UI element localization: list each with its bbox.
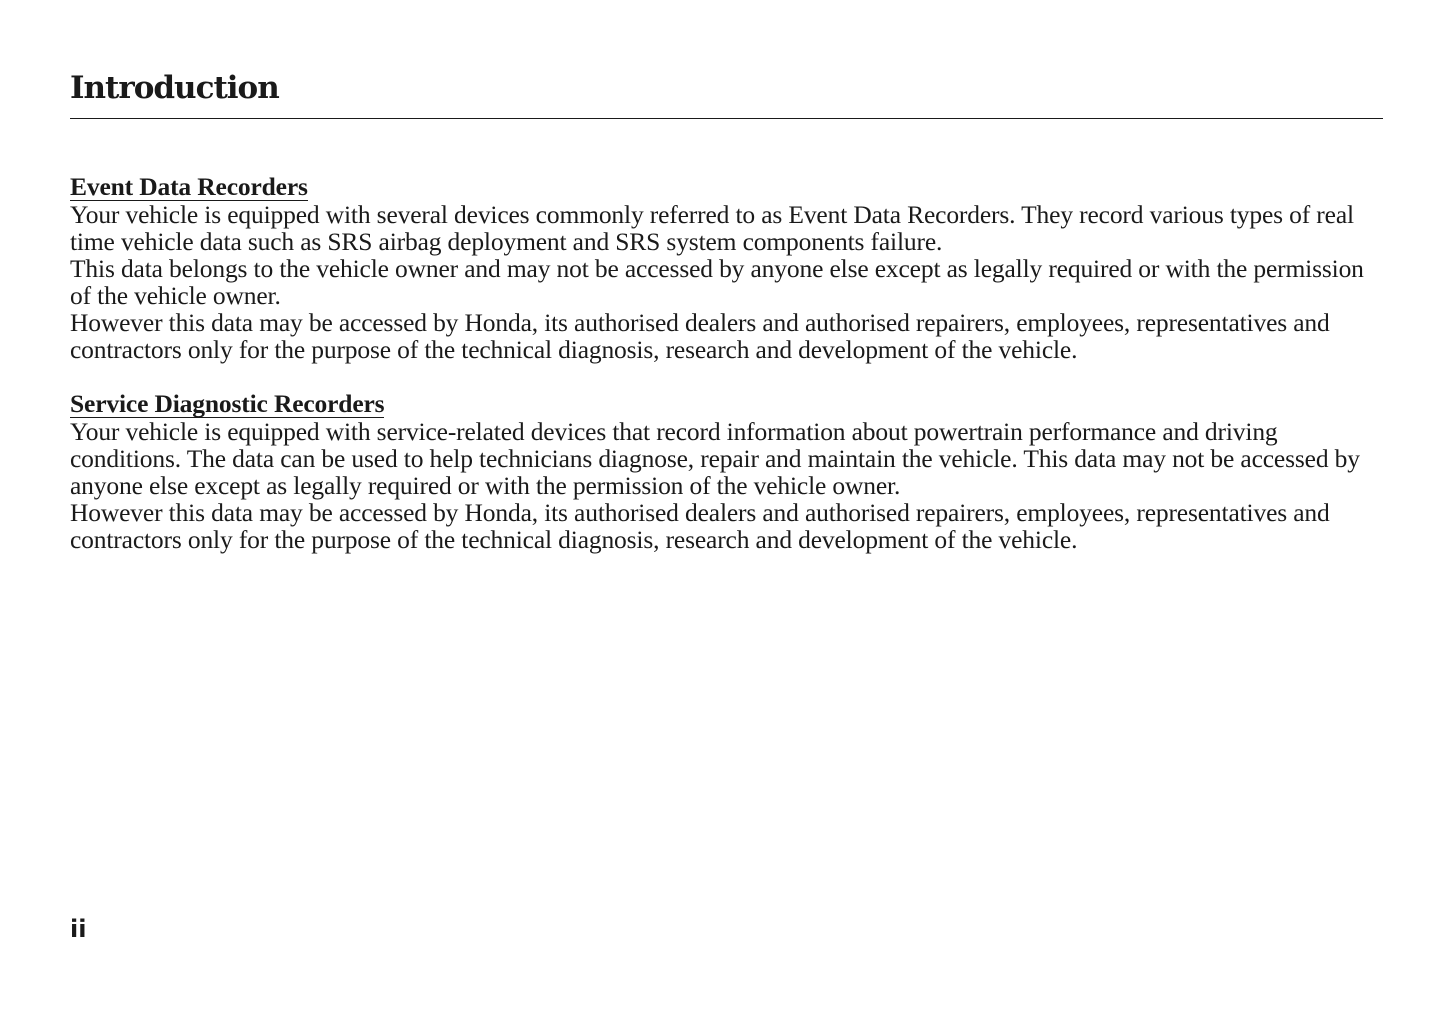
- paragraph: However this data may be accessed by Honda, its authorised dealers and authorised repairers, employees, representatives and contractors only for the purpose of the technical diagnosis, research and development of the vehicle.: [70, 498, 1330, 554]
- section-service-diagnostic-recorders: [70, 390, 1390, 553]
- paragraph: Your vehicle is equipped with service-related devices that record information about powertrain performance and driving conditions. The data can be used to help technicians diagnose, repair and maintain the vehicle. This data may not be accessed by anyone else except as legally required or with the permission of the vehicle owner.: [70, 417, 1360, 500]
- section-heading: Event Data Recorders: [70, 172, 308, 201]
- paragraph: Your vehicle is equipped with several devices commonly referred to as Event Data Recorders. They record various types of real time vehicle data such as SRS airbag deployment and SRS system components failure.: [70, 200, 1354, 256]
- title-divider: [70, 118, 1383, 119]
- page-content: [70, 173, 1390, 580]
- page-number: ii: [70, 915, 87, 943]
- section-heading: Service Diagnostic Recorders: [70, 389, 385, 418]
- section-event-data-recorders: [70, 173, 1390, 363]
- paragraph: However this data may be accessed by Honda, its authorised dealers and authorised repairers, employees, representatives and contractors only for the purpose of the technical diagnosis, research and development of the vehicle.: [70, 308, 1330, 364]
- paragraph: This data belongs to the vehicle owner and may not be accessed by anyone else except as legally required or with the permission of the vehicle owner.: [70, 254, 1364, 310]
- page-title: Introduction: [70, 70, 279, 106]
